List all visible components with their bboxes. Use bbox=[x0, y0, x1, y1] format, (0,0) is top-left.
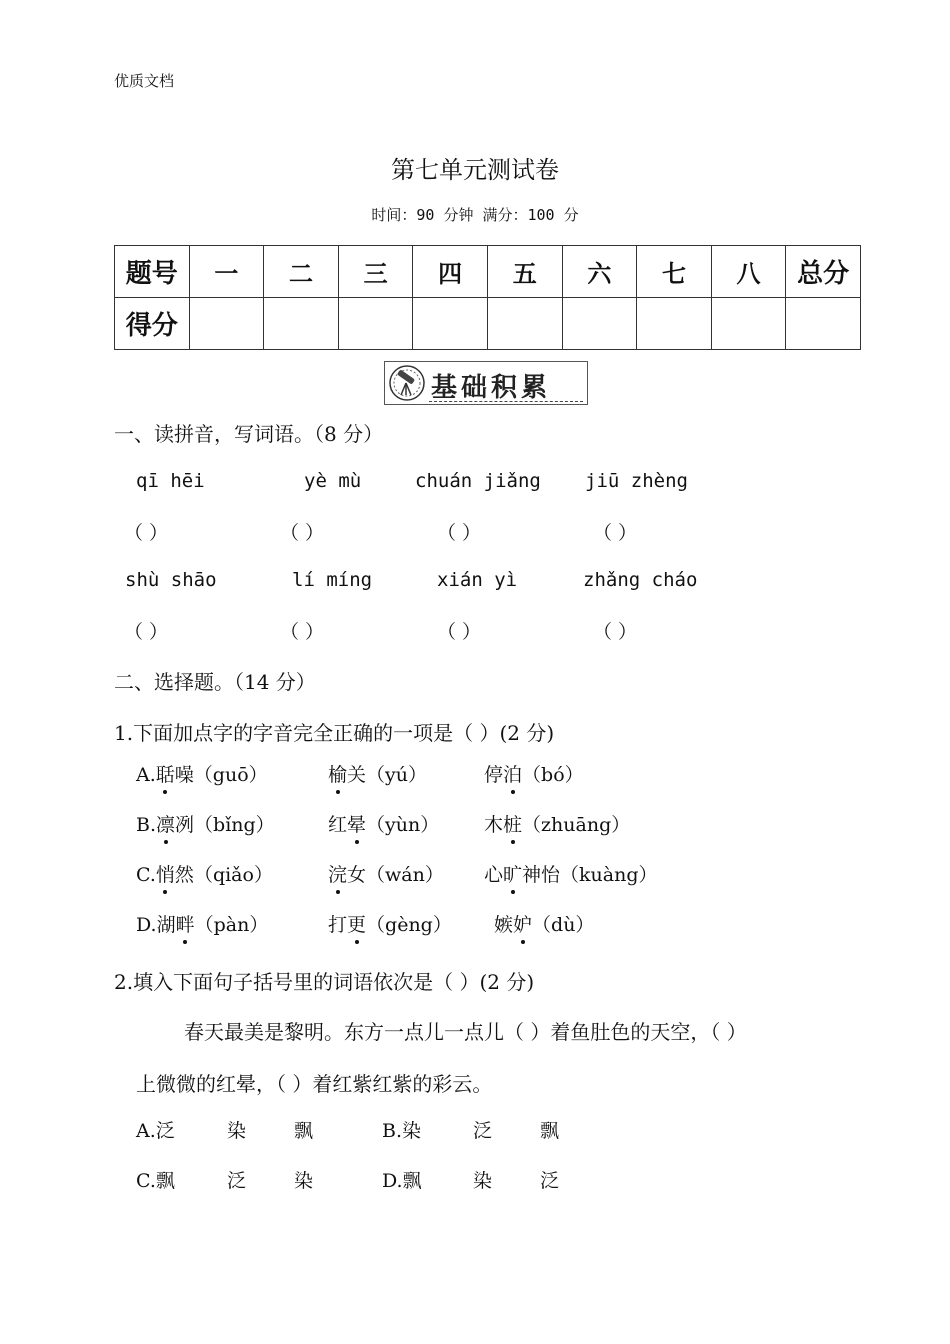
dotted-char: 凛 bbox=[156, 810, 175, 837]
pinyin-reading: （bó） bbox=[522, 764, 584, 786]
answer-blank[interactable]: （ ） bbox=[437, 621, 482, 643]
word-char: 女 bbox=[347, 864, 367, 886]
choice-option-d[interactable] bbox=[136, 910, 268, 937]
word-char: 嫉 bbox=[494, 914, 514, 936]
score-cell-empty[interactable] bbox=[786, 298, 861, 350]
choice-option-d-word-3 bbox=[494, 910, 594, 937]
score-table-header-cell: 一 bbox=[189, 246, 264, 298]
pinyin-item: lí míng bbox=[292, 569, 373, 591]
pinyin-item: shù shāo bbox=[125, 569, 217, 591]
score-cell-empty[interactable] bbox=[264, 298, 339, 350]
pinyin-item: xián yì bbox=[437, 569, 518, 591]
option-word: 飘 bbox=[540, 1120, 560, 1142]
score-table-header-cell: 题号 bbox=[115, 246, 190, 298]
pinyin-reading: （zhuāng） bbox=[522, 814, 631, 836]
pinyin-reading: （pàn） bbox=[194, 914, 269, 936]
score-table-header-cell: 四 bbox=[413, 246, 488, 298]
pinyin-reading: （bǐng） bbox=[194, 814, 275, 836]
score-table-header-cell: 七 bbox=[637, 246, 712, 298]
dotted-char: 晕 bbox=[347, 810, 366, 837]
question-2-heading: 二、选择题。（14 分） bbox=[114, 670, 316, 694]
pinyin-reading: （kuàng） bbox=[560, 864, 658, 886]
pinyin-reading: （guō） bbox=[193, 764, 268, 786]
option-word: 飘 bbox=[155, 1170, 175, 1192]
dotted-char: 浣 bbox=[328, 860, 347, 887]
dotted-char: 旷 bbox=[503, 860, 522, 887]
word-char: 红 bbox=[328, 814, 348, 836]
option-word: 泛 bbox=[227, 1170, 247, 1192]
score-cell-empty[interactable] bbox=[562, 298, 637, 350]
passage-line-1: 春天最美是黎明。东方一点儿一点儿（ ）着鱼肚色的天空，（ ） bbox=[184, 1020, 747, 1044]
pinyin-reading: （dù） bbox=[532, 914, 595, 936]
score-table-header-cell: 总分 bbox=[786, 246, 861, 298]
score-cell-empty[interactable] bbox=[189, 298, 264, 350]
word-char: 冽 bbox=[175, 814, 195, 836]
subquestion-2-stem: 2.填入下面句子括号里的词语依次是（ ）(2 分) bbox=[114, 970, 535, 994]
score-table-header-cell: 二 bbox=[264, 246, 339, 298]
pinyin-item: qī hēi bbox=[136, 470, 205, 492]
score-table-header-cell: 五 bbox=[487, 246, 562, 298]
score-cell-empty[interactable] bbox=[413, 298, 488, 350]
dotted-char: 泊 bbox=[503, 760, 522, 787]
pinyin-item: jiū zhèng bbox=[585, 470, 688, 492]
pinyin-reading: （yú） bbox=[366, 764, 428, 786]
section-banner-label: 基础积累 bbox=[431, 373, 552, 403]
pinyin-item: zhǎng cháo bbox=[583, 569, 698, 591]
score-cell-empty[interactable] bbox=[711, 298, 786, 350]
passage-line-2: 上微微的红晕，（ ）着红紫红紫的彩云。 bbox=[136, 1072, 493, 1096]
score-cell-empty[interactable] bbox=[487, 298, 562, 350]
score-table-header-cell: 八 bbox=[711, 246, 786, 298]
answer-blank[interactable]: （ ） bbox=[124, 522, 169, 544]
choice-option-a[interactable] bbox=[136, 1116, 175, 1143]
answer-blank[interactable]: （ ） bbox=[437, 522, 482, 544]
pinyin-reading: （gèng） bbox=[366, 914, 452, 936]
word-char: 然 bbox=[174, 864, 194, 886]
choice-option-b-word-3 bbox=[484, 810, 630, 837]
dotted-char: 更 bbox=[347, 910, 366, 937]
option-letter: C. bbox=[136, 1170, 156, 1192]
banner-underline bbox=[429, 401, 583, 402]
page-title: 第七单元测试卷 bbox=[391, 156, 559, 184]
pinyin-reading: （qiǎo） bbox=[193, 864, 273, 886]
dotted-char: 聒 bbox=[156, 760, 175, 787]
option-word: 泛 bbox=[155, 1120, 175, 1142]
dotted-char: 妒 bbox=[513, 910, 532, 937]
choice-option-a-word-2 bbox=[328, 760, 427, 787]
choice-option-c[interactable] bbox=[136, 1166, 175, 1193]
option-word: 泛 bbox=[473, 1120, 493, 1142]
option-word: 染 bbox=[473, 1170, 493, 1192]
word-char: 噪 bbox=[174, 764, 194, 786]
exam-time-and-score: 时间：90 分钟 满分：100 分 bbox=[371, 206, 579, 224]
pinyin-item: yè mù bbox=[304, 470, 362, 492]
telescope-icon bbox=[389, 365, 425, 401]
score-table bbox=[114, 245, 861, 350]
score-table-header-cell: 六 bbox=[562, 246, 637, 298]
option-word: 飘 bbox=[294, 1120, 314, 1142]
dotted-char: 畔 bbox=[176, 910, 195, 937]
score-table-header-row bbox=[115, 246, 861, 298]
word-char: 湖 bbox=[156, 914, 176, 936]
option-letter: D. bbox=[136, 914, 157, 936]
dotted-char: 桩 bbox=[503, 810, 522, 837]
option-word: 泛 bbox=[540, 1170, 560, 1192]
document-header-label: 优质文档 bbox=[114, 72, 175, 90]
choice-option-b[interactable] bbox=[136, 810, 275, 837]
word-char: 停 bbox=[484, 764, 504, 786]
option-letter: A. bbox=[136, 764, 156, 786]
word-char: 关 bbox=[347, 764, 367, 786]
answer-blank[interactable]: （ ） bbox=[124, 621, 169, 643]
choice-option-a[interactable] bbox=[136, 760, 268, 787]
option-letter: A. bbox=[136, 1120, 156, 1142]
subquestion-1-stem: 1.下面加点字的字音完全正确的一项是（ ）(2 分) bbox=[114, 721, 555, 745]
pinyin-reading: （wán） bbox=[366, 864, 444, 886]
choice-option-a-word-3 bbox=[484, 760, 584, 787]
option-word: 染 bbox=[402, 1120, 422, 1142]
option-letter: B. bbox=[136, 814, 157, 836]
word-char: 神怡 bbox=[522, 864, 561, 886]
choice-option-c[interactable] bbox=[136, 860, 273, 887]
choice-option-c-word-2 bbox=[328, 860, 444, 887]
section-banner bbox=[384, 361, 588, 405]
score-table-header-cell: 三 bbox=[338, 246, 413, 298]
score-cell-empty[interactable] bbox=[637, 298, 712, 350]
option-letter: D. bbox=[382, 1170, 403, 1192]
answer-blank[interactable]: （ ） bbox=[593, 522, 638, 544]
option-letter: C. bbox=[136, 864, 156, 886]
pinyin-reading: （yùn） bbox=[366, 814, 440, 836]
option-word: 染 bbox=[227, 1120, 247, 1142]
answer-blank[interactable]: （ ） bbox=[280, 621, 325, 643]
option-word: 染 bbox=[294, 1170, 314, 1192]
option-word: 飘 bbox=[402, 1170, 422, 1192]
pinyin-item: chuán jiǎng bbox=[415, 470, 541, 492]
score-cell-empty[interactable] bbox=[338, 298, 413, 350]
score-table-score-row bbox=[115, 298, 861, 350]
choice-option-c-word-3 bbox=[484, 860, 658, 887]
question-1-heading: 一、读拼音，写词语。（8 分） bbox=[114, 422, 384, 446]
choice-option-b[interactable] bbox=[382, 1116, 421, 1143]
choice-option-b-word-2 bbox=[328, 810, 439, 837]
dotted-char: 榆 bbox=[328, 760, 347, 787]
score-row-label: 得分 bbox=[115, 298, 190, 350]
word-char: 打 bbox=[328, 914, 348, 936]
answer-blank[interactable]: （ ） bbox=[593, 621, 638, 643]
word-char: 木 bbox=[484, 814, 504, 836]
choice-option-d-word-2 bbox=[328, 910, 452, 937]
dotted-char: 悄 bbox=[156, 860, 175, 887]
answer-blank[interactable]: （ ） bbox=[280, 522, 325, 544]
option-letter: B. bbox=[382, 1120, 403, 1142]
choice-option-d[interactable] bbox=[382, 1166, 422, 1193]
word-char: 心 bbox=[484, 864, 504, 886]
